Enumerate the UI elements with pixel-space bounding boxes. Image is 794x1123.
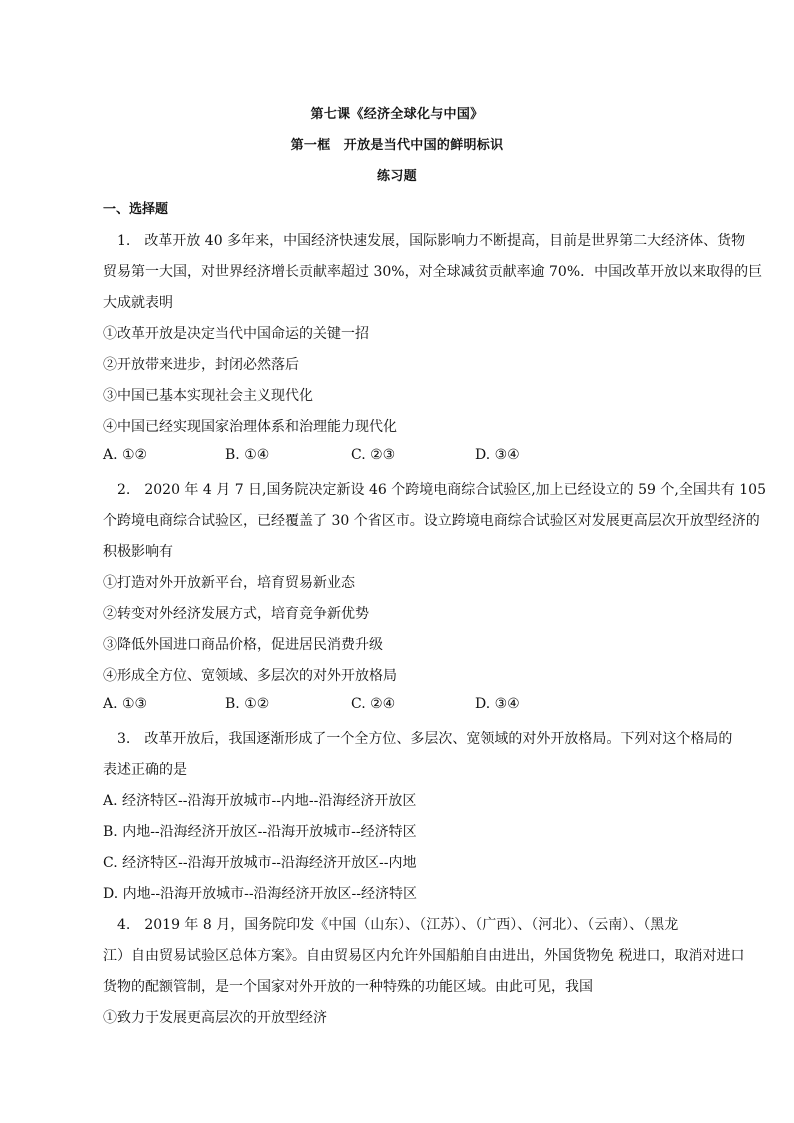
lesson-title: 第七课《经济全球化与中国》 (310, 107, 484, 122)
question-3-choice-d: D. 内地--沿海开放城市--沿海经济开放区--经济特区 (103, 886, 418, 902)
question-1-line-3: 大成就表明 (103, 295, 173, 311)
question-2-option-d: D. ③④ (475, 696, 520, 712)
question-4-statement-1: ①致力于发展更高层次的开放型经济 (103, 1010, 327, 1026)
question-3-line-1: 3. 改革开放后，我国逐渐形成了一个全方位、多层次、宽领域的对外开放格局。下列对这个格局的 (103, 731, 733, 747)
question-2-line-1: 2. 2020 年 4 月 7 日,国务院决定新设 46 个跨境电商综合试验区,加上已经设立的 59 个,全国共有 105 (103, 482, 767, 498)
frame-title: 第一框 开放是当代中国的鲜明标识 (290, 138, 504, 153)
question-1-line-2: 贸易第一大国，对世界经济增长贡献率超过 30%，对全球减贫贡献率逾 70%．中国改革开放以来取得的巨 (103, 264, 763, 280)
question-4-line-2: 江）自由贸易试验区总体方案》。自由贸易区内允许外国船舶自由进出，外国货物免 税进口，取消对进口 (103, 948, 745, 964)
question-1-option-a: A. ①② (103, 447, 148, 463)
exercise-title: 练习题 (377, 169, 417, 184)
question-4-line-1: 4. 2019 年 8 月，国务院印发《中国（山东）、（江苏）、（广西）、（河北）、（云南）、（黑龙 (103, 917, 679, 933)
question-1-statement-4: ④中国已经实现国家治理体系和治理能力现代化 (103, 419, 397, 435)
question-1-option-c: C. ②③ (351, 447, 396, 463)
question-3-choice-a: A. 经济特区--沿海开放城市--内地--沿海经济开放区 (103, 793, 417, 809)
question-1-option-b: B. ①④ (225, 447, 270, 463)
question-3-line-2: 表述正确的是 (103, 762, 187, 778)
question-3-choice-c: C. 经济特区--沿海开放城市--沿海经济开放区--内地 (103, 855, 417, 871)
question-1-line-1: 1. 改革开放 40 多年来，中国经济快速发展，国际影响力不断提高，目前是世界第二大经济体、货物 (103, 233, 746, 249)
question-4-line-3: 货物的配额管制，是一个国家对外开放的一种特殊的功能区域。由此可见，我国 (103, 979, 593, 995)
question-2-option-a: A. ①③ (103, 696, 148, 712)
question-2-line-3: 积极影响有 (103, 544, 173, 560)
question-2-statement-2: ②转变对外经济发展方式，培育竞争新优势 (103, 606, 369, 622)
question-3-choice-b: B. 内地--沿海经济开放区--沿海开放城市--经济特区 (103, 824, 417, 840)
question-2-line-2: 个跨境电商综合试验区，已经覆盖了 30 个省区市。设立跨境电商综合试验区对发展更高层次开放型经济的 (103, 513, 760, 529)
question-2-statement-1: ①打造对外开放新平台，培育贸易新业态 (103, 575, 355, 591)
question-1-options (103, 447, 520, 463)
section-heading: 一、选择题 (103, 202, 169, 217)
question-1-statement-1: ①改革开放是决定当代中国命运的关键一招 (103, 326, 369, 342)
question-1-statement-2: ②开放带来进步，封闭必然落后 (103, 357, 299, 373)
question-2-options (103, 696, 520, 712)
question-2-option-c: C. ②④ (351, 696, 396, 712)
question-2-statement-4: ④形成全方位、宽领域、多层次的对外开放格局 (103, 668, 397, 684)
question-2-option-b: B. ①② (225, 696, 270, 712)
question-1-option-d: D. ③④ (475, 447, 520, 463)
question-1-statement-3: ③中国已基本实现社会主义现代化 (103, 388, 313, 404)
question-2-statement-3: ③降低外国进口商品价格，促进居民消费升级 (103, 637, 383, 653)
